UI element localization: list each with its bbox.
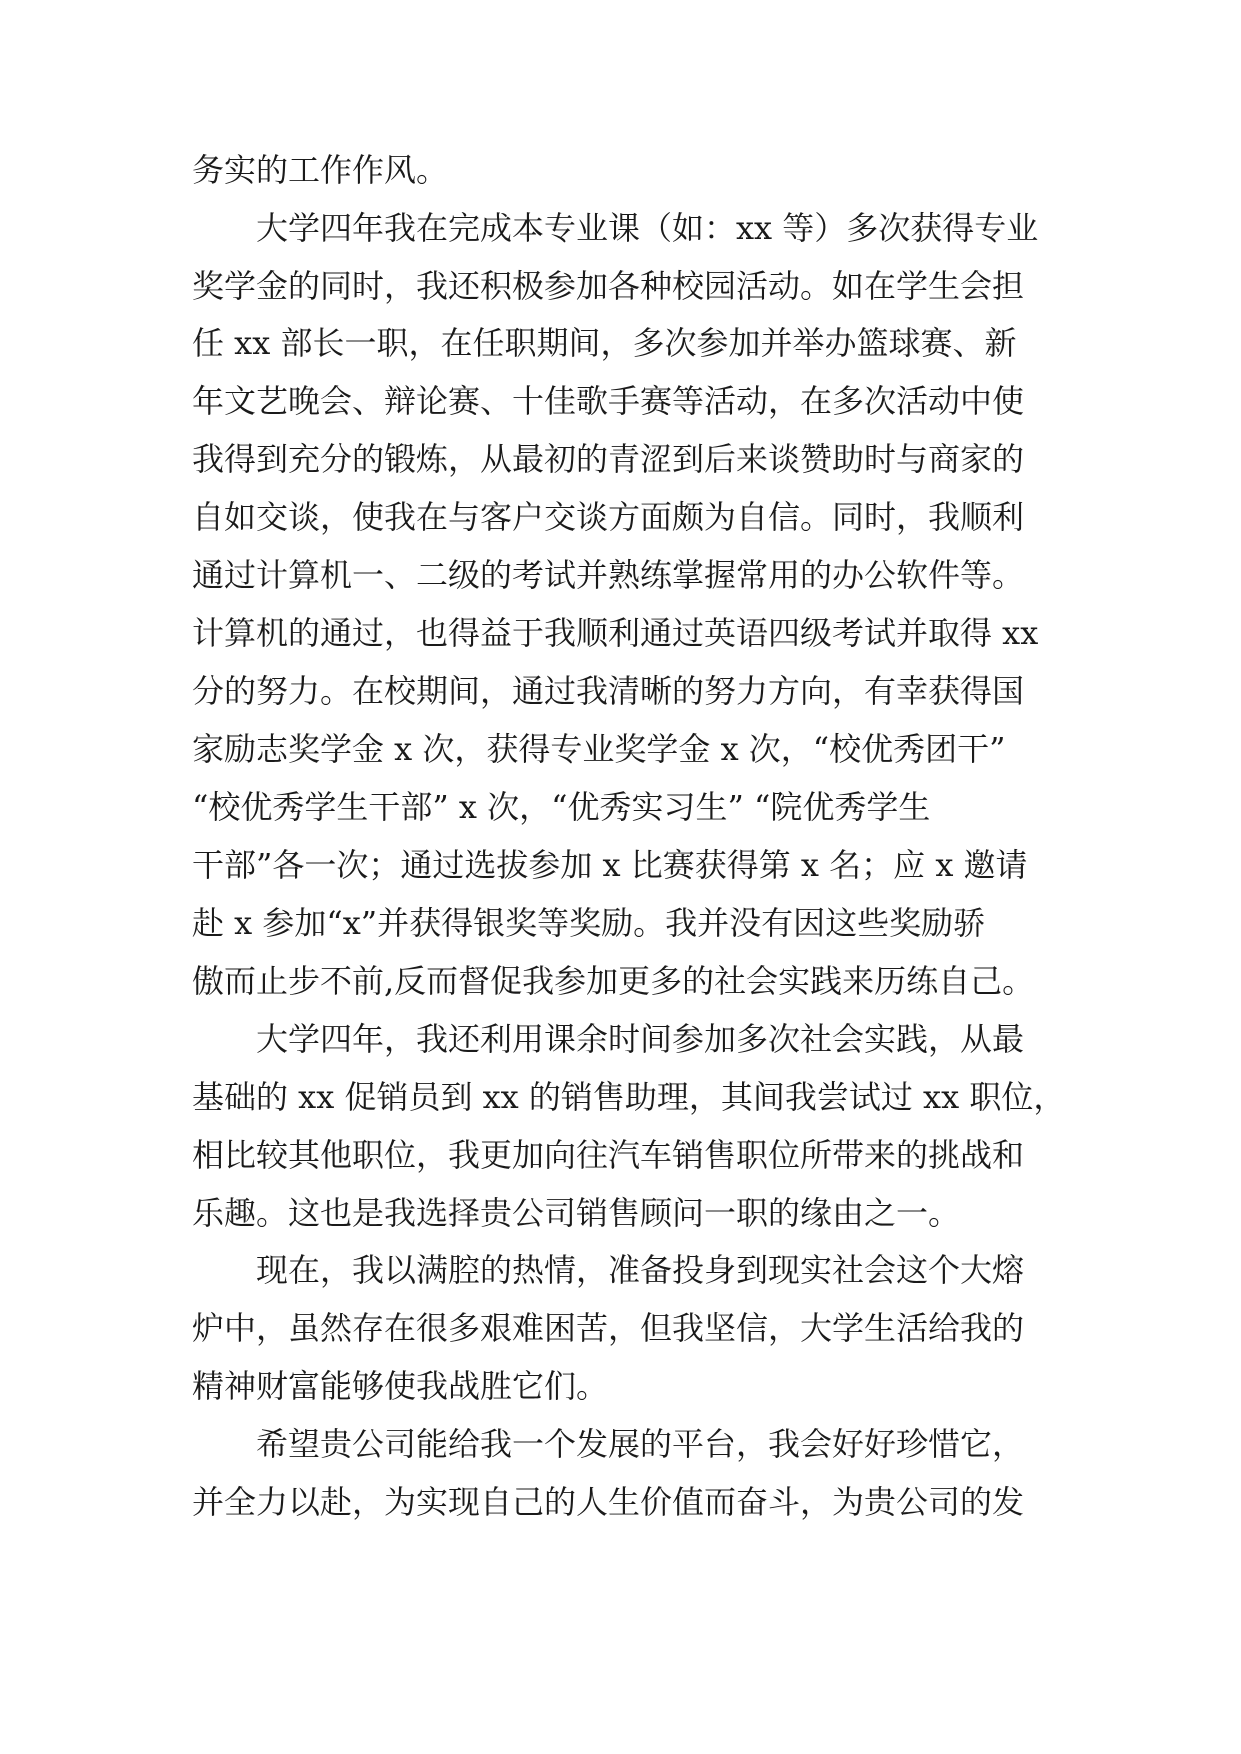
paragraph-start-line: 大学四年，我还利用课余时间参加多次社会实践，从最 xyxy=(256,1020,1025,1058)
text-line: 乐趣。这也是我选择贵公司销售顾问一职的缘由之一。 xyxy=(192,1194,961,1232)
text-line: 傲而止步不前,反而督促我参加更多的社会实践来历练自己。 xyxy=(192,962,1035,1000)
text-line: 家励志奖学金 x 次，获得专业奖学金 x 次，“校优秀团干” xyxy=(192,730,1006,768)
text-line: 干部”各一次；通过选拔参加 x 比赛获得第 x 名；应 x 邀请 xyxy=(192,846,1028,884)
text-line: 我得到充分的锻炼，从最初的青涩到后来谈赞助时与商家的 xyxy=(192,440,1025,478)
text-line: 任 xx 部长一职，在任职期间，多次参加并举办篮球赛、新 xyxy=(192,324,1017,362)
text-line: 相比较其他职位，我更加向往汽车销售职位所带来的挑战和 xyxy=(192,1136,1025,1174)
text-line: 并全力以赴，为实现自己的人生价值而奋斗，为贵公司的发 xyxy=(192,1483,1025,1521)
text-line: 务实的工作作风。 xyxy=(192,151,449,189)
text-line: 赴 x 参加“x”并获得银奖等奖励。我并没有因这些奖励骄 xyxy=(192,904,986,942)
text-line: 年文艺晚会、辩论赛、十佳歌手赛等活动，在多次活动中使 xyxy=(192,382,1025,420)
text-line: 自如交谈，使我在与客户交谈方面颇为自信。同时，我顺利 xyxy=(192,498,1025,536)
text-line: 炉中，虽然存在很多艰难困苦，但我坚信，大学生活给我的 xyxy=(192,1309,1025,1347)
text-line: 奖学金的同时，我还积极参加各种校园活动。如在学生会担 xyxy=(192,267,1025,305)
paragraph-start-line: 希望贵公司能给我一个发展的平台，我会好好珍惜它， xyxy=(256,1425,1025,1463)
text-line: 分的努力。在校期间，通过我清晰的努力方向，有幸获得国 xyxy=(192,672,1025,710)
text-line: 计算机的通过，也得益于我顺利通过英语四级考试并取得 xx xyxy=(192,614,1039,652)
paragraph-start-line: 现在，我以满腔的热情，准备投身到现实社会这个大熔 xyxy=(256,1251,1025,1289)
text-line: 基础的 xx 促销员到 xx 的销售助理，其间我尝试过 xx 职位， xyxy=(192,1078,1066,1116)
paragraph-start-line: 大学四年我在完成本专业课（如：xx 等）多次获得专业 xyxy=(256,209,1039,247)
text-line: “校优秀学生干部” x 次，“优秀实习生” “院优秀学生 xyxy=(192,788,931,826)
text-line: 精神财富能够使我战胜它们。 xyxy=(192,1367,609,1405)
text-line: 通过计算机一、二级的考试并熟练掌握常用的办公软件等。 xyxy=(192,556,1025,594)
